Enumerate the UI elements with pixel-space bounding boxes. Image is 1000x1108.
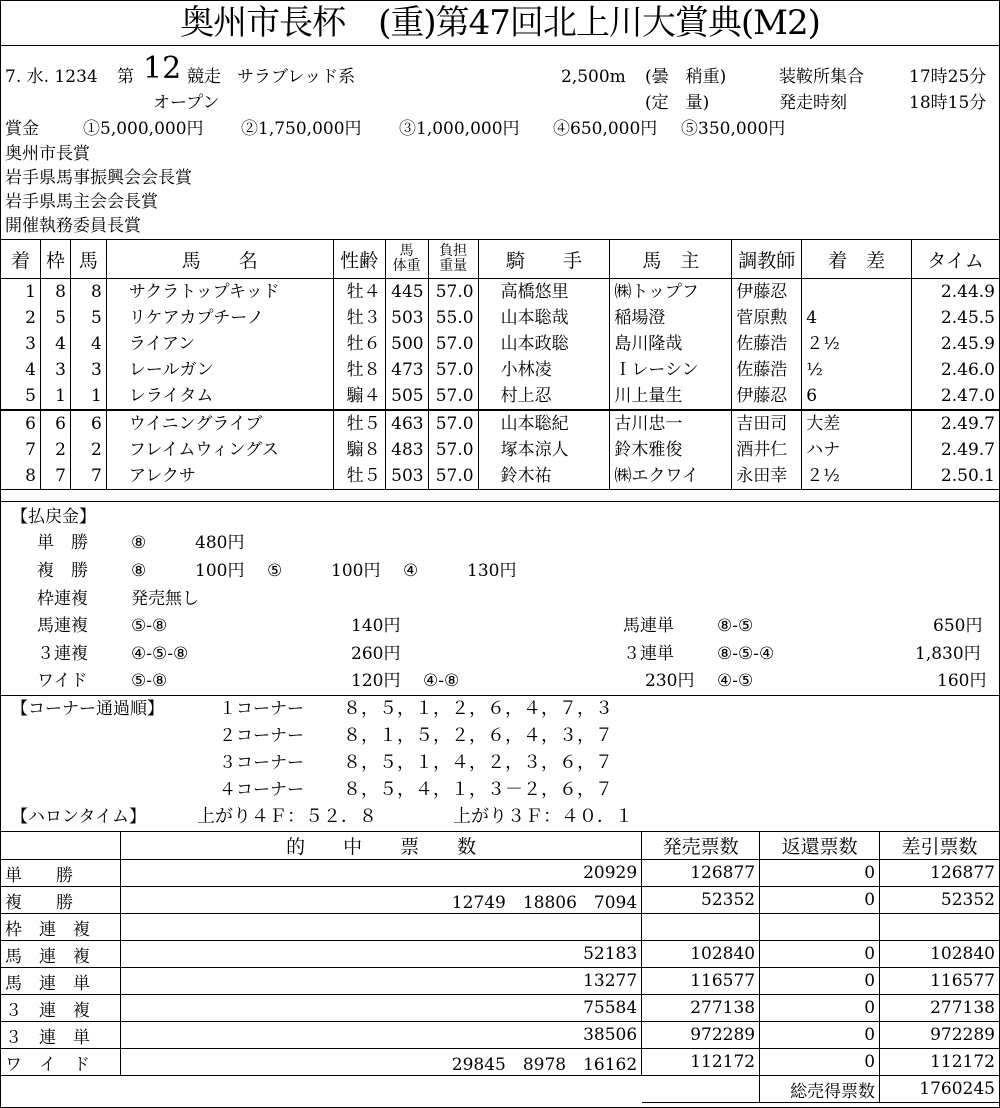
fukusho-label: 複 勝 <box>37 561 88 581</box>
award-3: 岩手県馬主会会長賞 <box>5 192 158 212</box>
col-weight: 馬 体重 <box>385 240 428 279</box>
result-rank: 8 <box>1 463 41 490</box>
vote-label: 複 勝 <box>1 887 121 914</box>
vote-label: 枠 連 複 <box>1 914 121 941</box>
wide-num-2: ④-⑧ <box>423 671 460 691</box>
distance: 2,500m <box>561 67 626 87</box>
vote-net: 102840 <box>880 941 1000 968</box>
vote-col-type <box>1 832 121 860</box>
vote-winning: 20929 <box>120 860 641 887</box>
race-suffix: 競走 <box>187 67 221 87</box>
result-load: 57.0 <box>428 357 478 383</box>
vote-net: 277138 <box>880 995 1000 1022</box>
result-time: 2.49.7 <box>912 410 1000 437</box>
vote-row <box>1 887 1000 914</box>
race-number: 12 <box>143 51 182 86</box>
result-owner: Ｉレーシン <box>610 357 732 383</box>
result-rank: 5 <box>1 383 41 410</box>
corner-label: 【コーナー通過順】 <box>11 699 164 719</box>
vote-row <box>1 860 1000 887</box>
result-time: 2.50.1 <box>912 463 1000 490</box>
wide-num-1: ⑤-⑧ <box>131 671 168 691</box>
vote-winning: 52183 <box>120 941 641 968</box>
corner-1-order: ８，５，１，２，６，４，７，３ <box>343 698 613 719</box>
prize-3: ③1,000,000円 <box>399 119 520 139</box>
vote-sold: 112172 <box>642 1049 760 1076</box>
fukusho-value-1: 100円 <box>195 561 245 581</box>
result-margin: ２½ <box>802 331 912 357</box>
vote-total-row <box>1 1076 1000 1103</box>
umatan-value: 650円 <box>933 616 983 636</box>
corner-2-label: ２コーナー <box>219 726 304 746</box>
prize-1: ①5,000,000円 <box>83 119 204 139</box>
result-margin: 4 <box>802 305 912 331</box>
vote-row <box>1 968 1000 995</box>
sanrentan-label: ３連単 <box>623 644 674 664</box>
sanrentan-value: 1,830円 <box>915 644 981 664</box>
vote-sold: 116577 <box>642 968 760 995</box>
result-jockey: 鈴木祐 <box>478 463 610 490</box>
result-frame: 2 <box>40 437 70 463</box>
result-name: サクラトップキッド <box>106 279 333 306</box>
vote-net: 116577 <box>880 968 1000 995</box>
umaren-num: ⑤-⑧ <box>131 616 168 636</box>
result-time: 2.45.9 <box>912 331 1000 357</box>
vote-sold: 126877 <box>642 860 760 887</box>
race-class: オープン <box>153 93 220 113</box>
result-trainer: 佐藤浩 <box>732 331 802 357</box>
breed: サラブレッド系 <box>237 67 356 87</box>
result-owner: 稲場澄 <box>610 305 732 331</box>
vote-net: 112172 <box>880 1049 1000 1076</box>
result-owner: 古川忠一 <box>610 410 732 437</box>
award-1: 奥州市長賞 <box>5 144 90 164</box>
corner-3-order: ８，５，１，４，２，３，６，７ <box>343 752 613 773</box>
vote-winning <box>120 914 641 941</box>
umaren-label: 馬連複 <box>37 616 88 636</box>
result-rank: 4 <box>1 357 41 383</box>
vote-label: ワ イ ド <box>1 1049 121 1076</box>
result-sexage: 牡５ <box>333 463 385 490</box>
result-weight: 483 <box>385 437 428 463</box>
track-condition: (曇 稍重) <box>645 67 727 87</box>
result-rank: 2 <box>1 305 41 331</box>
corner-4-order: ８，５，４，１，３－２，６，７ <box>343 779 613 800</box>
result-rank: 6 <box>1 410 41 437</box>
vote-refund: 0 <box>760 887 880 914</box>
vote-sold: 972289 <box>642 1022 760 1049</box>
result-num: 7 <box>70 463 106 490</box>
result-jockey: 山本政聡 <box>478 331 610 357</box>
vote-row <box>1 1022 1000 1049</box>
col-load: 負担 重量 <box>428 240 478 279</box>
vote-label: 馬 連 単 <box>1 968 121 995</box>
result-time: 2.45.5 <box>912 305 1000 331</box>
umatan-label: 馬連単 <box>623 616 674 636</box>
furlong-3f: 上がり３Ｆ：４０．１ <box>453 806 633 827</box>
vote-label: 馬 連 複 <box>1 941 121 968</box>
vote-winning: 75584 <box>120 995 641 1022</box>
prize-2: ②1,750,000円 <box>241 119 362 139</box>
col-trainer: 調教師 <box>732 240 802 279</box>
result-trainer: 佐藤浩 <box>732 357 802 383</box>
vote-refund: 0 <box>760 995 880 1022</box>
vote-sold: 52352 <box>642 887 760 914</box>
result-name: レールガン <box>106 357 333 383</box>
corner-1-label: １コーナー <box>219 699 304 719</box>
results-header-row <box>1 240 1000 279</box>
result-time: 2.46.0 <box>912 357 1000 383</box>
furlong-4f: 上がり４Ｆ：５２．８ <box>197 806 377 827</box>
result-rank: 3 <box>1 331 41 357</box>
result-owner: 川上量生 <box>610 383 732 410</box>
result-weight: 503 <box>385 463 428 490</box>
col-jockey: 騎 手 <box>478 240 610 279</box>
vote-net: 126877 <box>880 860 1000 887</box>
result-frame: 5 <box>40 305 70 331</box>
result-load: 55.0 <box>428 305 478 331</box>
result-time: 2.44.9 <box>912 279 1000 306</box>
result-trainer: 永田幸 <box>732 463 802 490</box>
vote-net: 972289 <box>880 1022 1000 1049</box>
prize-5: ⑤350,000円 <box>681 119 786 139</box>
umatan-num: ⑧-⑤ <box>717 616 754 636</box>
vote-table <box>0 831 1000 1103</box>
result-weight: 445 <box>385 279 428 306</box>
result-row <box>1 437 1000 463</box>
result-trainer: 吉田司 <box>732 410 802 437</box>
award-2: 岩手県馬事振興会会長賞 <box>5 168 192 188</box>
sanrenpuku-value: 260円 <box>351 644 401 664</box>
result-row <box>1 331 1000 357</box>
vote-total-label: 総売得票数 <box>760 1076 880 1103</box>
payout-label: 【払戻金】 <box>11 507 96 527</box>
vote-winning: 12749 18806 7094 <box>120 887 641 914</box>
wide-label: ワイド <box>37 671 88 691</box>
fukusho-num-2: ⑤ <box>267 561 283 581</box>
result-owner: ㈱トップフ <box>610 279 732 306</box>
wide-value-2: 230円 <box>645 671 695 691</box>
race-prefix: 第 <box>117 67 134 87</box>
start-label: 発走時刻 <box>779 93 847 113</box>
vote-row <box>1 914 1000 941</box>
fukusho-value-3: 130円 <box>467 561 517 581</box>
result-rank: 7 <box>1 437 41 463</box>
result-load: 57.0 <box>428 279 478 306</box>
result-owner: 鈴木雅俊 <box>610 437 732 463</box>
result-num: 6 <box>70 410 106 437</box>
result-load: 57.0 <box>428 463 478 490</box>
col-frame: 枠 <box>40 240 70 279</box>
result-weight: 473 <box>385 357 428 383</box>
vote-refund: 0 <box>760 1049 880 1076</box>
result-frame: 1 <box>40 383 70 410</box>
col-time: タイム <box>912 240 1000 279</box>
wide-value-1: 120円 <box>351 671 401 691</box>
result-margin <box>802 279 912 306</box>
result-time: 2.49.7 <box>912 437 1000 463</box>
result-jockey: 塚本涼人 <box>478 437 610 463</box>
vote-row <box>1 1049 1000 1076</box>
result-jockey: 高橋悠里 <box>478 279 610 306</box>
vote-winning: 38506 <box>120 1022 641 1049</box>
tansho-num: ⑧ <box>131 533 147 553</box>
wakuren-value: 発売無し <box>131 589 199 609</box>
result-weight: 463 <box>385 410 428 437</box>
vote-sold <box>642 914 760 941</box>
vote-row <box>1 941 1000 968</box>
result-weight: 500 <box>385 331 428 357</box>
result-margin: ２½ <box>802 463 912 490</box>
result-num: 1 <box>70 383 106 410</box>
vote-col-refund: 返還票数 <box>760 832 880 860</box>
col-num: 馬 <box>70 240 106 279</box>
corner-4-label: ４コーナー <box>219 780 304 800</box>
result-name: ライアン <box>106 331 333 357</box>
result-margin: 6 <box>802 383 912 410</box>
result-sexage: 騸４ <box>333 383 385 410</box>
result-name: フレイムウィングス <box>106 437 333 463</box>
tansho-value: 480円 <box>195 533 245 553</box>
fukusho-num-1: ⑧ <box>131 561 147 581</box>
vote-total-value: 1760245 <box>880 1076 1000 1103</box>
result-margin: ½ <box>802 357 912 383</box>
vote-net <box>880 914 1000 941</box>
date-code: 7. 水. 1234 <box>5 67 98 87</box>
award-4: 開催執務委員長賞 <box>5 216 141 236</box>
result-load: 57.0 <box>428 410 478 437</box>
result-weight: 505 <box>385 383 428 410</box>
furlong-label: 【ハロンタイム】 <box>11 807 146 827</box>
vote-col-net: 差引票数 <box>880 832 1000 860</box>
results-table <box>0 239 1000 490</box>
corner-3-label: ３コーナー <box>219 753 304 773</box>
vote-sold: 102840 <box>642 941 760 968</box>
result-sexage: 騸８ <box>333 437 385 463</box>
vote-label: ３ 連 単 <box>1 1022 121 1049</box>
result-num: 5 <box>70 305 106 331</box>
wide-num-3: ④-⑤ <box>717 671 754 691</box>
result-weight: 503 <box>385 305 428 331</box>
col-owner: 馬 主 <box>610 240 732 279</box>
vote-col-sold: 発売票数 <box>642 832 760 860</box>
vote-net: 52352 <box>880 887 1000 914</box>
result-sexage: 牡８ <box>333 357 385 383</box>
vote-refund: 0 <box>760 1022 880 1049</box>
race-title: 奥州市長杯 (重)第47回北上川大賞典(M2) <box>1 1 999 46</box>
vote-refund: 0 <box>760 968 880 995</box>
vote-winning: 13277 <box>120 968 641 995</box>
result-rank: 1 <box>1 279 41 306</box>
result-num: 3 <box>70 357 106 383</box>
prize-4: ④650,000円 <box>553 119 658 139</box>
weight-rule: (定 量) <box>645 93 710 113</box>
corner-2-order: ８，１，５，２，６，４，３，７ <box>343 725 613 746</box>
result-frame: 4 <box>40 331 70 357</box>
result-frame: 3 <box>40 357 70 383</box>
vote-label: ３ 連 複 <box>1 995 121 1022</box>
umaren-value: 140円 <box>351 616 401 636</box>
vote-refund <box>760 914 880 941</box>
vote-header-row <box>1 832 1000 860</box>
col-rank: 着 <box>1 240 41 279</box>
prize-label: 賞金 <box>5 119 39 139</box>
result-time: 2.47.0 <box>912 383 1000 410</box>
result-jockey: 村上忍 <box>478 383 610 410</box>
result-name: ウイニングライブ <box>106 410 333 437</box>
vote-col-winning: 的 中 票 数 <box>120 832 641 860</box>
result-sexage: 牡３ <box>333 305 385 331</box>
sanrenpuku-label: ３連複 <box>37 644 88 664</box>
tansho-label: 単 勝 <box>37 533 88 553</box>
result-margin: ハナ <box>802 437 912 463</box>
assembly-label: 装鞍所集合 <box>779 67 864 87</box>
result-owner: 島川隆哉 <box>610 331 732 357</box>
fukusho-value-2: 100円 <box>331 561 381 581</box>
col-margin: 着 差 <box>802 240 912 279</box>
result-num: 2 <box>70 437 106 463</box>
result-sexage: 牡５ <box>333 410 385 437</box>
result-trainer: 菅原勲 <box>732 305 802 331</box>
vote-winning: 29845 8978 16162 <box>120 1049 641 1076</box>
fukusho-num-3: ④ <box>403 561 419 581</box>
result-name: アレクサ <box>106 463 333 490</box>
result-sexage: 牡６ <box>333 331 385 357</box>
wide-value-3: 160円 <box>937 671 987 691</box>
result-load: 57.0 <box>428 331 478 357</box>
wakuren-label: 枠連複 <box>37 589 88 609</box>
vote-row <box>1 995 1000 1022</box>
result-jockey: 山本聡紀 <box>478 410 610 437</box>
result-jockey: 小林凌 <box>478 357 610 383</box>
result-row <box>1 410 1000 437</box>
assembly-time: 17時25分 <box>909 67 987 87</box>
corner-divider <box>1 695 999 696</box>
vote-refund: 0 <box>760 941 880 968</box>
sanrentan-num: ⑧-⑤-④ <box>717 644 775 664</box>
col-sexage: 性齢 <box>333 240 385 279</box>
result-name: レライタム <box>106 383 333 410</box>
vote-refund: 0 <box>760 860 880 887</box>
payout-divider <box>1 501 999 502</box>
result-num: 4 <box>70 331 106 357</box>
result-owner: ㈱エクワイ <box>610 463 732 490</box>
result-row <box>1 383 1000 410</box>
sanrenpuku-num: ④-⑤-⑧ <box>131 644 189 664</box>
result-row <box>1 463 1000 490</box>
result-trainer: 伊藤忍 <box>732 279 802 306</box>
result-trainer: 酒井仁 <box>732 437 802 463</box>
vote-label: 単 勝 <box>1 860 121 887</box>
result-load: 57.0 <box>428 437 478 463</box>
result-trainer: 伊藤忍 <box>732 383 802 410</box>
result-jockey: 山本聡哉 <box>478 305 610 331</box>
result-frame: 7 <box>40 463 70 490</box>
result-row <box>1 279 1000 306</box>
vote-sold: 277138 <box>642 995 760 1022</box>
result-row <box>1 357 1000 383</box>
result-margin: 大差 <box>802 410 912 437</box>
col-name: 馬 名 <box>106 240 333 279</box>
result-frame: 6 <box>40 410 70 437</box>
result-row <box>1 305 1000 331</box>
result-sexage: 牡４ <box>333 279 385 306</box>
result-load: 57.0 <box>428 383 478 410</box>
result-name: リケアカプチーノ <box>106 305 333 331</box>
start-time: 18時15分 <box>909 93 987 113</box>
result-num: 8 <box>70 279 106 306</box>
result-frame: 8 <box>40 279 70 306</box>
